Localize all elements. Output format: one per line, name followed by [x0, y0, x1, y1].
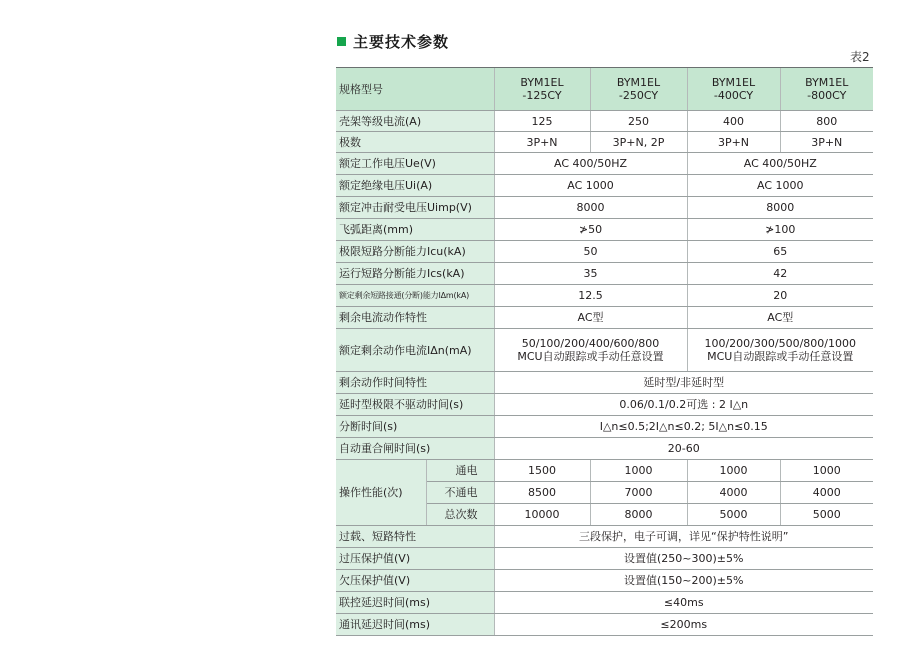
value-cell: ≤40ms [494, 592, 873, 614]
value-cell: 4000 [780, 482, 873, 504]
table-row [336, 614, 873, 636]
row-label: 操作性能(次) [336, 460, 426, 526]
value-cell: 50/100/200/400/600/800 MCU自动跟踪或手动任意设置 [494, 329, 687, 372]
table-row [336, 416, 873, 438]
table-row [336, 394, 873, 416]
table-row [336, 111, 873, 132]
spec-table [336, 67, 873, 636]
row-label: 剩余电流动作特性 [336, 307, 494, 329]
table-row [336, 570, 873, 592]
table-row [336, 68, 873, 111]
table-number: 表2 [850, 50, 870, 64]
row-label: 过载、短路特性 [336, 526, 494, 548]
sub-label: 不通电 [426, 482, 494, 504]
table-row [336, 153, 873, 175]
section-heading [337, 31, 449, 52]
green-square-icon [337, 37, 346, 46]
row-label: 额定绝缘电压Ui(A) [336, 175, 494, 197]
value-cell: 设置值(150~200)±5% [494, 570, 873, 592]
row-label: 极限短路分断能力Icu(kA) [336, 241, 494, 263]
value-cell: I△n≤0.5;2I△n≤0.2; 5I△n≤0.15 [494, 416, 873, 438]
value-cell: 8000 [590, 504, 687, 526]
row-label: 欠压保护值(V) [336, 570, 494, 592]
value-cell: 1000 [780, 460, 873, 482]
value-cell: ≯50 [494, 219, 687, 241]
table-row [336, 307, 873, 329]
table-row [336, 548, 873, 570]
value-cell: 12.5 [494, 285, 687, 307]
value-cell: 42 [687, 263, 873, 285]
row-label: 分断时间(s) [336, 416, 494, 438]
value-cell: 65 [687, 241, 873, 263]
value-cell: 50 [494, 241, 687, 263]
row-label: 剩余动作时间特性 [336, 372, 494, 394]
row-label: 额定剩余短路接通(分断)能力IΔm(kA) [336, 285, 494, 307]
table-row [336, 197, 873, 219]
table-row [336, 175, 873, 197]
row-label: 联控延迟时间(ms) [336, 592, 494, 614]
row-label: 飞弧距离(mm) [336, 219, 494, 241]
value-cell: 0.06/0.1/0.2可选 : 2 I△n [494, 394, 873, 416]
row-label: 额定剩余动作电流IΔn(mA) [336, 329, 494, 372]
value-cell: AC型 [494, 307, 687, 329]
value-cell: 设置值(250~300)±5% [494, 548, 873, 570]
value-cell: 250 [590, 111, 687, 132]
value-cell: ≯100 [687, 219, 873, 241]
value-cell: AC 400/50HZ [494, 153, 687, 175]
value-cell: 20 [687, 285, 873, 307]
row-label: 延时型极限不驱动时间(s) [336, 394, 494, 416]
table-row [336, 372, 873, 394]
value-cell: AC型 [687, 307, 873, 329]
value-cell: 400 [687, 111, 780, 132]
sub-label: 通电 [426, 460, 494, 482]
row-label: 通讯延迟时间(ms) [336, 614, 494, 636]
table-row [336, 285, 873, 307]
value-cell: 125 [494, 111, 590, 132]
row-label: 自动重合闸时间(s) [336, 438, 494, 460]
value-cell: 3P+N, 2P [590, 132, 687, 153]
value-cell: AC 1000 [494, 175, 687, 197]
model-cell: BYM1EL -400CY [687, 68, 780, 111]
value-cell: AC 1000 [687, 175, 873, 197]
table-row [336, 132, 873, 153]
value-cell: 10000 [494, 504, 590, 526]
value-cell: 100/200/300/500/800/1000 MCU自动跟踪或手动任意设置 [687, 329, 873, 372]
value-cell: 8000 [687, 197, 873, 219]
table-row [336, 438, 873, 460]
row-label: 壳架等级电流(A) [336, 111, 494, 132]
table-row [336, 526, 873, 548]
value-cell: ≤200ms [494, 614, 873, 636]
table-row [336, 460, 873, 482]
value-cell: AC 400/50HZ [687, 153, 873, 175]
sub-label: 总次数 [426, 504, 494, 526]
row-label: 极数 [336, 132, 494, 153]
value-cell: 1000 [590, 460, 687, 482]
table-row [336, 241, 873, 263]
table-row [336, 219, 873, 241]
row-label: 额定冲击耐受电压Uimp(V) [336, 197, 494, 219]
value-cell: 三段保护，电子可调，详见“保护特性说明” [494, 526, 873, 548]
model-cell: BYM1EL -250CY [590, 68, 687, 111]
value-cell: 4000 [687, 482, 780, 504]
value-cell: 3P+N [494, 132, 590, 153]
row-label: 过压保护值(V) [336, 548, 494, 570]
table-row [336, 263, 873, 285]
value-cell: 3P+N [780, 132, 873, 153]
value-cell: 8500 [494, 482, 590, 504]
value-cell: 800 [780, 111, 873, 132]
value-cell: 5000 [687, 504, 780, 526]
value-cell: 1500 [494, 460, 590, 482]
row-label: 规格型号 [336, 68, 494, 111]
value-cell: 1000 [687, 460, 780, 482]
value-cell: 35 [494, 263, 687, 285]
model-cell: BYM1EL -800CY [780, 68, 873, 111]
table-row [336, 329, 873, 372]
value-cell: 8000 [494, 197, 687, 219]
value-cell: 3P+N [687, 132, 780, 153]
row-label: 运行短路分断能力Ics(kA) [336, 263, 494, 285]
row-label: 额定工作电压Ue(V) [336, 153, 494, 175]
section-title: 主要技术参数 [353, 33, 450, 51]
value-cell: 5000 [780, 504, 873, 526]
value-cell: 7000 [590, 482, 687, 504]
value-cell: 延时型/非延时型 [494, 372, 873, 394]
value-cell: 20-60 [494, 438, 873, 460]
model-cell: BYM1EL -125CY [494, 68, 590, 111]
table-row [336, 592, 873, 614]
